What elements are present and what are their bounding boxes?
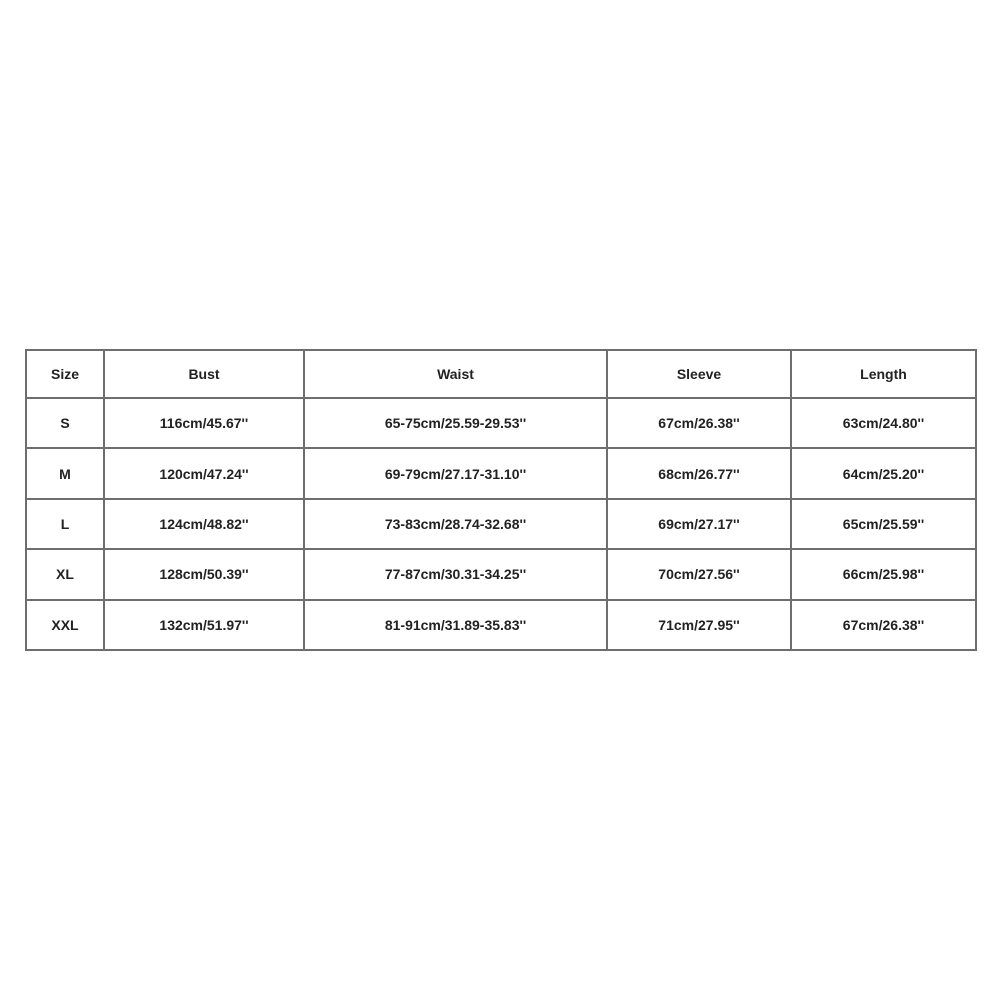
- bust-cell: 128cm/50.39'': [104, 549, 304, 599]
- sleeve-cell: 67cm/26.38'': [607, 398, 791, 448]
- size-cell: M: [26, 448, 104, 498]
- bust-cell: 124cm/48.82'': [104, 499, 304, 549]
- waist-cell: 69-79cm/27.17-31.10'': [304, 448, 607, 498]
- waist-cell: 73-83cm/28.74-32.68'': [304, 499, 607, 549]
- header-size: Size: [26, 350, 104, 398]
- sleeve-cell: 70cm/27.56'': [607, 549, 791, 599]
- length-cell: 63cm/24.80'': [791, 398, 976, 448]
- sleeve-cell: 71cm/27.95'': [607, 600, 791, 650]
- sleeve-cell: 68cm/26.77'': [607, 448, 791, 498]
- table-row: [26, 600, 976, 650]
- bust-cell: 116cm/45.67'': [104, 398, 304, 448]
- table-row: [26, 448, 976, 498]
- size-chart-table: [25, 349, 977, 651]
- length-cell: 67cm/26.38'': [791, 600, 976, 650]
- header-sleeve: Sleeve: [607, 350, 791, 398]
- header-waist: Waist: [304, 350, 607, 398]
- bust-cell: 120cm/47.24'': [104, 448, 304, 498]
- size-cell: S: [26, 398, 104, 448]
- waist-cell: 81-91cm/31.89-35.83'': [304, 600, 607, 650]
- length-cell: 65cm/25.59'': [791, 499, 976, 549]
- header-length: Length: [791, 350, 976, 398]
- table-row: [26, 549, 976, 599]
- sleeve-cell: 69cm/27.17'': [607, 499, 791, 549]
- waist-cell: 77-87cm/30.31-34.25'': [304, 549, 607, 599]
- length-cell: 64cm/25.20'': [791, 448, 976, 498]
- bust-cell: 132cm/51.97'': [104, 600, 304, 650]
- table-row: [26, 398, 976, 448]
- table-header-row: [26, 350, 976, 398]
- table-row: [26, 499, 976, 549]
- size-cell: XL: [26, 549, 104, 599]
- length-cell: 66cm/25.98'': [791, 549, 976, 599]
- header-bust: Bust: [104, 350, 304, 398]
- waist-cell: 65-75cm/25.59-29.53'': [304, 398, 607, 448]
- size-cell: XXL: [26, 600, 104, 650]
- size-cell: L: [26, 499, 104, 549]
